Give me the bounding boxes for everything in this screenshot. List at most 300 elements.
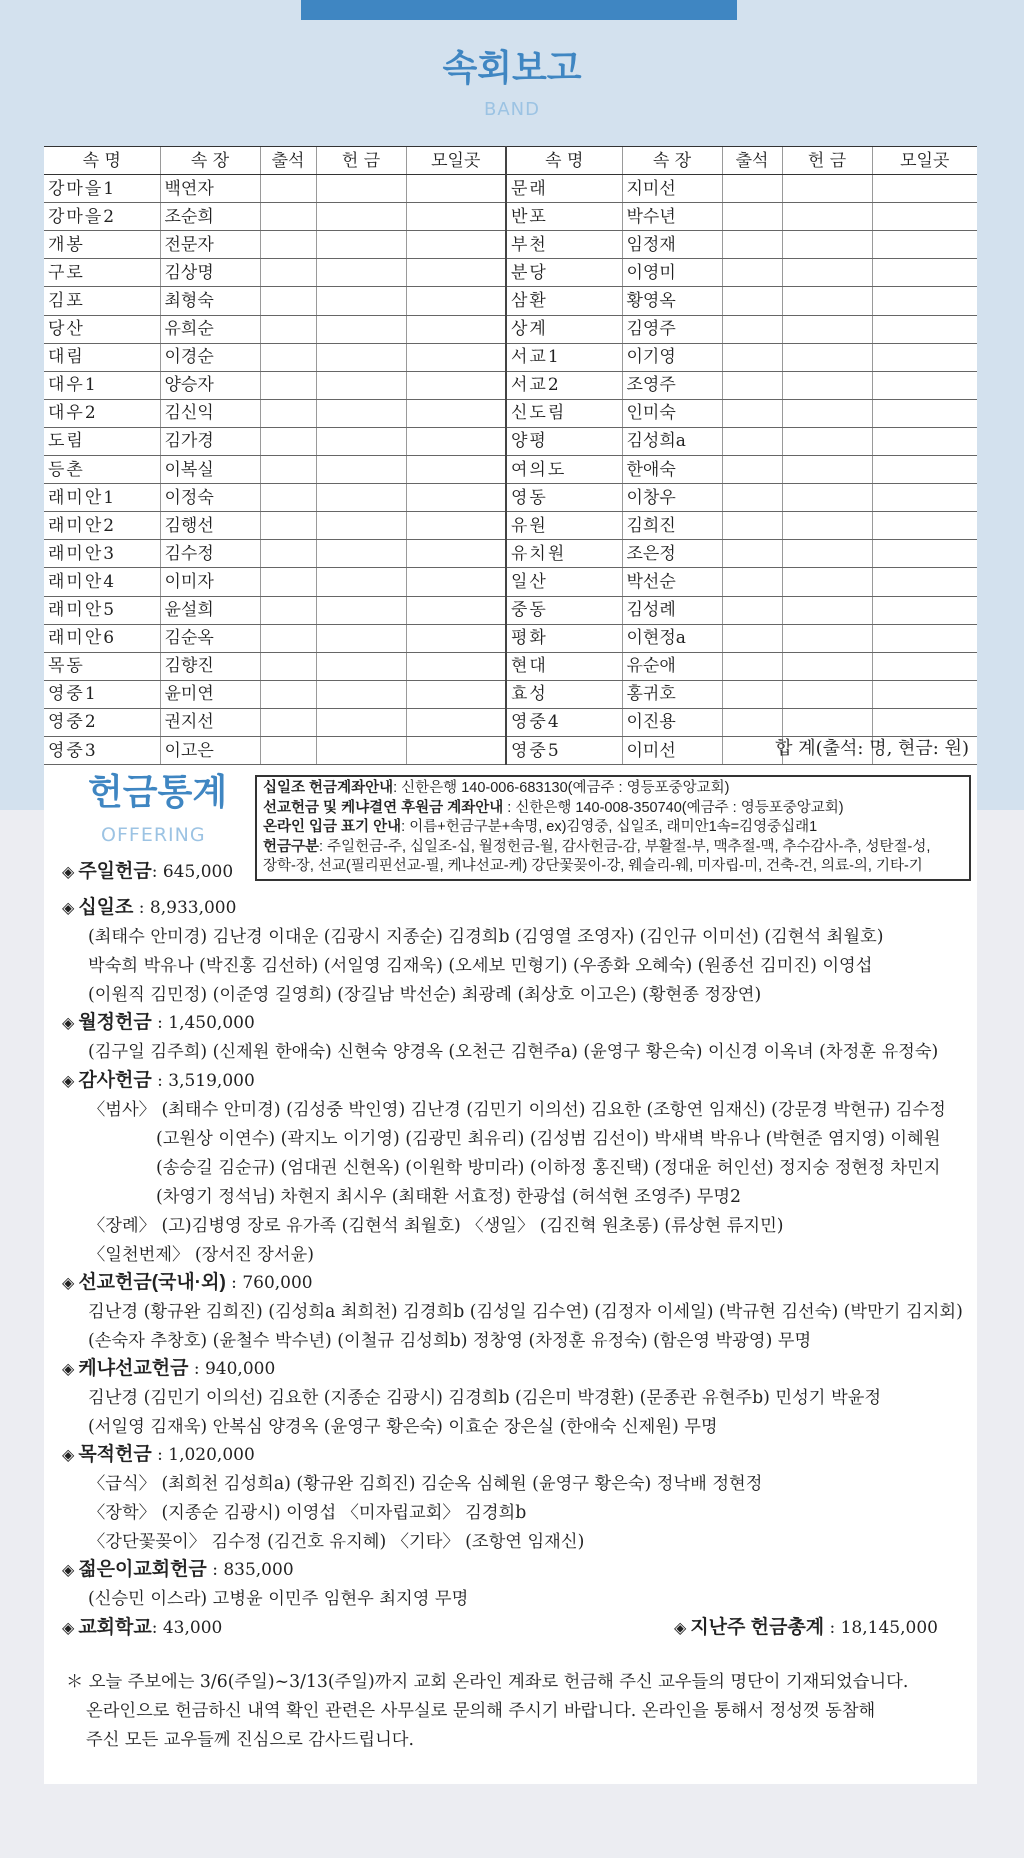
- place-cell: [872, 343, 977, 371]
- place-cell: [872, 624, 977, 652]
- name-line: 박숙희 박유나 (박진홍 김선하) (서일영 김재욱) (오세보 민형기) (우종화 오혜숙) (원종선 김미진) 이영섭: [88, 956, 873, 976]
- name-line: (차영기 정석님) 차현지 최시우 (최태환 서효정) 한광섭 (허석현 조영주) 무명2: [156, 1187, 742, 1207]
- group-name: 영중3: [44, 736, 160, 764]
- offering-cell: [316, 371, 406, 399]
- name-line: 〈장례〉 (고)김병영 장로 유가족 (김현석 최월호) 〈생일〉 (김진혁 원초롱) (류상현 류지민): [88, 1216, 784, 1236]
- youth-amount: : 835,000: [206, 1560, 294, 1580]
- lastweek-total: [674, 1613, 974, 1643]
- table-row: [44, 399, 977, 427]
- group-name: 김포: [44, 287, 160, 315]
- leader-name: 이창우: [622, 484, 722, 512]
- group-name: 양평: [506, 427, 622, 455]
- notice-label: 헌금구분: [263, 838, 320, 855]
- attendance-cell: [722, 512, 782, 540]
- attendance-cell: [722, 484, 782, 512]
- table-row: [44, 540, 977, 568]
- offering-cell: [782, 624, 872, 652]
- leader-name: 유희순: [160, 315, 260, 343]
- col-offering: 헌 금: [316, 147, 406, 175]
- offering-cell: [782, 652, 872, 680]
- attendance-cell: [722, 175, 782, 203]
- place-cell: [406, 175, 506, 203]
- group-name: 현대: [506, 652, 622, 680]
- place-cell: [406, 231, 506, 259]
- table-row: [44, 287, 977, 315]
- group-name: 영중1: [44, 680, 160, 708]
- leader-name: 전문자: [160, 231, 260, 259]
- leader-name: 김순옥: [160, 624, 260, 652]
- total-line: 합 계(출석: 명, 현금: 원): [775, 738, 969, 759]
- lastweek-head: 지난주 헌금총계: [690, 1617, 825, 1638]
- offering-cell: [316, 540, 406, 568]
- group-name: 래미안5: [44, 596, 160, 624]
- group-name: 개봉: [44, 231, 160, 259]
- notice-text: : 주일헌금-주, 십일조-십, 월정헌금-월, 감사헌금-감, 부활절-부, 맥추절-맥, 추수감사-추, 성탄절-성,: [319, 838, 931, 855]
- attendance-cell: [722, 540, 782, 568]
- offering-cell: [782, 512, 872, 540]
- name-line: (서일영 김재욱) 안복심 양경옥 (윤영구 황은숙) 이효순 장은실 (한애숙 신제원) 무명: [88, 1417, 718, 1437]
- offering-cell: [782, 596, 872, 624]
- diamond-bullet-icon: ◈: [62, 1071, 75, 1090]
- monthly-head: 월정헌금: [78, 1012, 152, 1033]
- place-cell: [872, 484, 977, 512]
- name-line: (김구일 김주희) (신제원 한애숙) 신현숙 양경옥 (오천근 김현주a) (윤영구 황은숙) 이신경 이옥녀 (차정훈 유정숙): [88, 1042, 939, 1062]
- attendance-cell: [260, 203, 316, 231]
- attendance-cell: [260, 596, 316, 624]
- place-cell: [872, 680, 977, 708]
- tithe-head: 십일조: [78, 897, 134, 918]
- thanks-amount: : 3,519,000: [151, 1071, 255, 1091]
- leader-name: 조순희: [160, 203, 260, 231]
- attendance-cell: [260, 484, 316, 512]
- place-cell: [872, 315, 977, 343]
- table-row: [44, 624, 977, 652]
- offering-cell: [782, 343, 872, 371]
- group-name: 당산: [44, 315, 160, 343]
- sunday-head: 주일헌금: [78, 861, 152, 882]
- offering-cell: [782, 231, 872, 259]
- place-cell: [406, 343, 506, 371]
- leader-name: 이고은: [160, 736, 260, 764]
- tithe-block: [62, 893, 962, 1010]
- offering-cell: [782, 287, 872, 315]
- table-row: [44, 596, 977, 624]
- group-name: 영중2: [44, 708, 160, 736]
- attendance-cell: [260, 456, 316, 484]
- diamond-bullet-icon: ◈: [62, 898, 75, 917]
- attendance-cell: [722, 315, 782, 343]
- diamond-bullet-icon: ◈: [62, 1445, 75, 1464]
- offering-cell: [316, 259, 406, 287]
- leader-name: 임정재: [622, 231, 722, 259]
- kenya-amount: : 940,000: [188, 1359, 276, 1379]
- attendance-cell: [260, 427, 316, 455]
- offering-cell: [316, 315, 406, 343]
- leader-name: 양승자: [160, 371, 260, 399]
- notice-text: : 신한은행 140-008-350740(예금주 : 영등포중앙교회): [503, 799, 844, 816]
- leader-name: 윤미연: [160, 680, 260, 708]
- diamond-bullet-icon: ◈: [62, 862, 75, 881]
- notice-text: 장학-장, 선교(필리핀선교-필, 케냐선교-케) 강단꽃꽂이-강, 웨슬리-웨, 미자립-미, 건축-건, 의료-의, 기타-기: [263, 858, 923, 874]
- attendance-cell: [722, 456, 782, 484]
- leader-name: 이미선: [622, 736, 722, 764]
- group-name: 대우2: [44, 399, 160, 427]
- offering-cell: [782, 315, 872, 343]
- offering-cell: [316, 343, 406, 371]
- attendance-cell: [722, 287, 782, 315]
- group-name: 강마을2: [44, 203, 160, 231]
- group-name: 래미안2: [44, 512, 160, 540]
- place-cell: [872, 512, 977, 540]
- attendance-cell: [260, 708, 316, 736]
- offering-cell: [316, 624, 406, 652]
- place-cell: [406, 624, 506, 652]
- group-name: 등촌: [44, 456, 160, 484]
- group-name: 신도림: [506, 399, 622, 427]
- table-row: [44, 315, 977, 343]
- place-cell: [406, 203, 506, 231]
- name-line: (고원상 이연수) (곽지노 이기영) (김광민 최유리) (김성범 김선이) 박새벽 박유나 (박현준 염지영) 이혜원: [156, 1129, 941, 1149]
- leader-name: 이복실: [160, 456, 260, 484]
- attendance-cell: [722, 371, 782, 399]
- col-place: 모일곳: [872, 147, 977, 175]
- leader-name: 이기영: [622, 343, 722, 371]
- table-row: [44, 259, 977, 287]
- attendance-cell: [722, 568, 782, 596]
- group-name: 효성: [506, 680, 622, 708]
- diamond-bullet-icon: ◈: [62, 1359, 75, 1378]
- offering-cell: [316, 512, 406, 540]
- leader-name: 유순애: [622, 652, 722, 680]
- group-name: 구로: [44, 259, 160, 287]
- attendance-cell: [722, 399, 782, 427]
- leader-name: 백연자: [160, 175, 260, 203]
- attendance-cell: [722, 259, 782, 287]
- monthly-block: [62, 1008, 962, 1067]
- leader-name: 지미선: [622, 175, 722, 203]
- notice-label: 온라인 입금 표기 안내: [263, 819, 402, 835]
- offering-cell: [316, 596, 406, 624]
- name-line: (최태수 안미경) (김성중 박인영) 김난경 (김민기 이의선) 김요한 (조항연 임재신) (강문경 박현규) 김수정: [161, 1100, 946, 1120]
- col-attendance: 출석: [260, 147, 316, 175]
- place-cell: [872, 652, 977, 680]
- table-row: [44, 231, 977, 259]
- leader-name: 김행선: [160, 512, 260, 540]
- table-row: [44, 512, 977, 540]
- offering-cell: [316, 680, 406, 708]
- leader-name: 이영미: [622, 259, 722, 287]
- attendance-cell: [722, 680, 782, 708]
- lastweek-amount: : 18,145,000: [824, 1618, 938, 1638]
- col-group: 속 명: [44, 147, 160, 175]
- place-cell: [406, 596, 506, 624]
- name-line: 〈강단꽃꽂이〉 김수정 (김건호 유지혜) 〈기타〉 (조항연 임재신): [88, 1532, 585, 1552]
- table-row: [44, 343, 977, 371]
- purpose-head: 목적헌금: [78, 1444, 152, 1465]
- group-name: 래미안4: [44, 568, 160, 596]
- offering-cell: [316, 175, 406, 203]
- place-cell: [406, 708, 506, 736]
- notice-label: 선교헌금 및 케냐결연 후원금 계좌안내: [263, 799, 504, 816]
- offering-cell: [316, 231, 406, 259]
- category-tag: 〈범사〉: [88, 1100, 156, 1120]
- leader-name: 박수년: [622, 203, 722, 231]
- attendance-cell: [260, 624, 316, 652]
- notice-text: : 신한은행 140-006-683130(예금주 : 영등포중앙교회): [393, 780, 730, 796]
- offering-cell: [782, 427, 872, 455]
- name-line: (신승민 이스라) 고병윤 이민주 임현우 최지영 무명: [88, 1589, 469, 1609]
- leader-name: 김영주: [622, 315, 722, 343]
- attendance-cell: [260, 343, 316, 371]
- name-line: (최태수 안미경) 김난경 이대운 (김광시 지종순) 김경희b (김영열 조영자) (김인규 이미선) (김현석 최월호): [88, 927, 884, 947]
- kenya-head: 케냐선교헌금: [78, 1358, 189, 1379]
- group-name: 도림: [44, 427, 160, 455]
- offering-cell: [782, 568, 872, 596]
- name-line: 김난경 (김민기 이의선) 김요한 (지종순 김광시) 김경희b (김은미 박경환) (문종관 유현주b) 민성기 박윤정: [88, 1388, 882, 1408]
- leader-name: 이미자: [160, 568, 260, 596]
- leader-name: 김희진: [622, 512, 722, 540]
- attendance-cell: [260, 371, 316, 399]
- place-cell: [406, 512, 506, 540]
- group-name: 대림: [44, 343, 160, 371]
- place-cell: [872, 427, 977, 455]
- offering-cell: [782, 484, 872, 512]
- school-amount: : 43,000: [151, 1618, 223, 1638]
- purpose-amount: : 1,020,000: [151, 1445, 255, 1465]
- attendance-cell: [722, 343, 782, 371]
- leader-name: 김상명: [160, 259, 260, 287]
- offering-cell: [316, 484, 406, 512]
- mission-head: 선교헌금(국내·외): [78, 1272, 226, 1293]
- place-cell: [406, 652, 506, 680]
- offering-cell: [782, 708, 872, 736]
- name-line: 〈장학〉 (지종순 김광시) 이영섭 〈미자립교회〉 김경희b: [88, 1503, 527, 1523]
- group-name: 삼환: [506, 287, 622, 315]
- attendance-cell: [260, 568, 316, 596]
- table-row: [44, 484, 977, 512]
- group-name: 대우1: [44, 371, 160, 399]
- footnote-line: ＊ 오늘 주보에는 3/6(주일)~3/13(주일)까지 교회 온라인 계좌로 헌금해 주신 교우들의 명단이 기재되었습니다.: [66, 1672, 909, 1692]
- offering-cell: [316, 708, 406, 736]
- attendance-cell: [722, 203, 782, 231]
- place-cell: [406, 540, 506, 568]
- offering-cell: [316, 456, 406, 484]
- leader-name: 황영옥: [622, 287, 722, 315]
- group-name: 평화: [506, 624, 622, 652]
- table-row: [44, 568, 977, 596]
- group-name: 유치원: [506, 540, 622, 568]
- offering-cell: [782, 371, 872, 399]
- offering-title: 헌금통계: [88, 772, 228, 813]
- place-cell: [872, 540, 977, 568]
- attendance-cell: [722, 624, 782, 652]
- attendance-cell: [722, 596, 782, 624]
- group-name: 문래: [506, 175, 622, 203]
- youth-block: [62, 1555, 962, 1614]
- place-cell: [406, 259, 506, 287]
- group-name: 유원: [506, 512, 622, 540]
- group-name: 중동: [506, 596, 622, 624]
- place-cell: [406, 456, 506, 484]
- group-name: 목동: [44, 652, 160, 680]
- thanks-head: 감사헌금: [78, 1070, 152, 1091]
- table-header-row: [44, 147, 977, 175]
- diamond-bullet-icon: ◈: [62, 1273, 75, 1292]
- table-row: [44, 427, 977, 455]
- band-subtitle: BAND: [484, 99, 540, 120]
- name-line: 김난경 (황규완 김희진) (김성희a 최희천) 김경희b (김성일 김수연) (김정자 이세일) (박규현 김선숙) (박만기 김지회): [88, 1302, 963, 1322]
- diamond-bullet-icon: ◈: [62, 1560, 75, 1579]
- offering-cell: [316, 399, 406, 427]
- attendance-cell: [260, 315, 316, 343]
- place-cell: [872, 175, 977, 203]
- leader-name: 김성례: [622, 596, 722, 624]
- notice-text: : 이름+헌금구분+속명, ex)김영중, 십일조, 래미안1속=김영중십래1: [401, 819, 818, 835]
- attendance-cell: [722, 427, 782, 455]
- diamond-bullet-icon: ◈: [62, 1618, 75, 1637]
- band-table: [44, 146, 977, 765]
- group-name: 부천: [506, 231, 622, 259]
- offering-cell: [316, 427, 406, 455]
- group-name: 분당: [506, 259, 622, 287]
- place-cell: [406, 287, 506, 315]
- place-cell: [872, 259, 977, 287]
- attendance-cell: [722, 652, 782, 680]
- place-cell: [872, 568, 977, 596]
- leader-name: 김성희a: [622, 427, 722, 455]
- place-cell: [872, 287, 977, 315]
- place-cell: [872, 371, 977, 399]
- diamond-bullet-icon: ◈: [62, 1013, 75, 1032]
- offering-subtitle: OFFERING: [101, 824, 206, 846]
- attendance-cell: [260, 652, 316, 680]
- tithe-amount: : 8,933,000: [133, 898, 237, 918]
- band-title: 속회보고: [442, 48, 582, 89]
- purpose-block: [62, 1440, 962, 1557]
- table-row: [44, 680, 977, 708]
- offering-cell: [316, 652, 406, 680]
- leader-name: 홍귀호: [622, 680, 722, 708]
- attendance-cell: [260, 175, 316, 203]
- diamond-bullet-icon: ◈: [674, 1618, 687, 1637]
- attendance-cell: [260, 399, 316, 427]
- place-cell: [872, 231, 977, 259]
- leader-name: 박선순: [622, 568, 722, 596]
- group-name: 서교1: [506, 343, 622, 371]
- name-line: (송승길 김순규) (엄대권 신현옥) (이원학 방미라) (이하정 홍진택) (정대윤 허인선) 정지숭 정현정 차민지: [156, 1158, 941, 1178]
- group-name: 영동: [506, 484, 622, 512]
- place-cell: [406, 371, 506, 399]
- sunday-offering: [62, 857, 962, 887]
- col-leader: 속 장: [160, 147, 260, 175]
- leader-name: 김신익: [160, 399, 260, 427]
- col-place: 모일곳: [406, 147, 506, 175]
- col-leader: 속 장: [622, 147, 722, 175]
- place-cell: [406, 315, 506, 343]
- offering-cell: [316, 568, 406, 596]
- table-row: [44, 175, 977, 203]
- leader-name: 이정숙: [160, 484, 260, 512]
- group-name: 반포: [506, 203, 622, 231]
- group-name: 영중5: [506, 736, 622, 764]
- leader-name: 조은정: [622, 540, 722, 568]
- attendance-cell: [260, 287, 316, 315]
- place-cell: [406, 427, 506, 455]
- youth-head: 젊은이교회헌금: [78, 1559, 207, 1580]
- place-cell: [406, 568, 506, 596]
- leader-name: 한애숙: [622, 456, 722, 484]
- group-name: 래미안3: [44, 540, 160, 568]
- leader-name: 이진용: [622, 708, 722, 736]
- group-name: 영중4: [506, 708, 622, 736]
- group-name: 여의도: [506, 456, 622, 484]
- place-cell: [872, 456, 977, 484]
- col-attendance: 출석: [722, 147, 782, 175]
- leader-name: 이현정a: [622, 624, 722, 652]
- mission-block: [62, 1268, 962, 1356]
- footnote-line: 주신 모든 교우들께 진심으로 감사드립니다.: [86, 1730, 414, 1750]
- attendance-cell: [722, 708, 782, 736]
- group-name: 일산: [506, 568, 622, 596]
- school-head: 교회학교: [78, 1617, 152, 1638]
- offering-cell: [316, 287, 406, 315]
- header-bar: [301, 0, 737, 20]
- leader-name: 이경순: [160, 343, 260, 371]
- offering-cell: [782, 680, 872, 708]
- attendance-cell: [260, 259, 316, 287]
- name-line: (손숙자 추창호) (윤철수 박수년) (이철규 김성희b) 정창영 (차정훈 유정숙) (함은영 박광영) 무명: [88, 1331, 812, 1351]
- table-row: [44, 708, 977, 736]
- group-name: 서교2: [506, 371, 622, 399]
- offering-cell: [782, 203, 872, 231]
- leader-name: 김가경: [160, 427, 260, 455]
- footnote-line: 온라인으로 헌금하신 내역 확인 관련은 사무실로 문의해 주시기 바랍니다. 온라인을 통해서 정성껏 동참해: [86, 1701, 876, 1721]
- leader-name: 윤설희: [160, 596, 260, 624]
- col-group: 속 명: [506, 147, 622, 175]
- attendance-cell: [260, 540, 316, 568]
- place-cell: [872, 203, 977, 231]
- leader-name: 조영주: [622, 371, 722, 399]
- thanks-block: [62, 1066, 962, 1270]
- offering-cell: [782, 259, 872, 287]
- place-cell: [872, 399, 977, 427]
- offering-cell: [782, 456, 872, 484]
- group-name: 래미안1: [44, 484, 160, 512]
- leader-name: 김향진: [160, 652, 260, 680]
- attendance-cell: [260, 512, 316, 540]
- table-row: [44, 456, 977, 484]
- place-cell: [406, 399, 506, 427]
- group-name: 래미안6: [44, 624, 160, 652]
- leader-name: 권지선: [160, 708, 260, 736]
- group-name: 상계: [506, 315, 622, 343]
- offering-cell: [316, 203, 406, 231]
- table-row: [44, 371, 977, 399]
- offering-cell: [782, 175, 872, 203]
- notice-label: 십일조 헌금계좌안내: [263, 780, 394, 796]
- attendance-cell: [260, 231, 316, 259]
- name-line: (이원직 김민정) (이준영 길영희) (장길남 박선순) 최광례 (최상호 이고은) (황현종 정장연): [88, 985, 762, 1005]
- place-cell: [872, 708, 977, 736]
- name-line: 〈일천번제〉 (장서진 장서윤): [88, 1245, 314, 1265]
- footnote: [66, 1668, 966, 1755]
- leader-name: 인미숙: [622, 399, 722, 427]
- group-name: 강마을1: [44, 175, 160, 203]
- table-row: [44, 652, 977, 680]
- place-cell: [406, 484, 506, 512]
- col-offering: 헌 금: [782, 147, 872, 175]
- sunday-amount: : 645,000: [151, 862, 234, 882]
